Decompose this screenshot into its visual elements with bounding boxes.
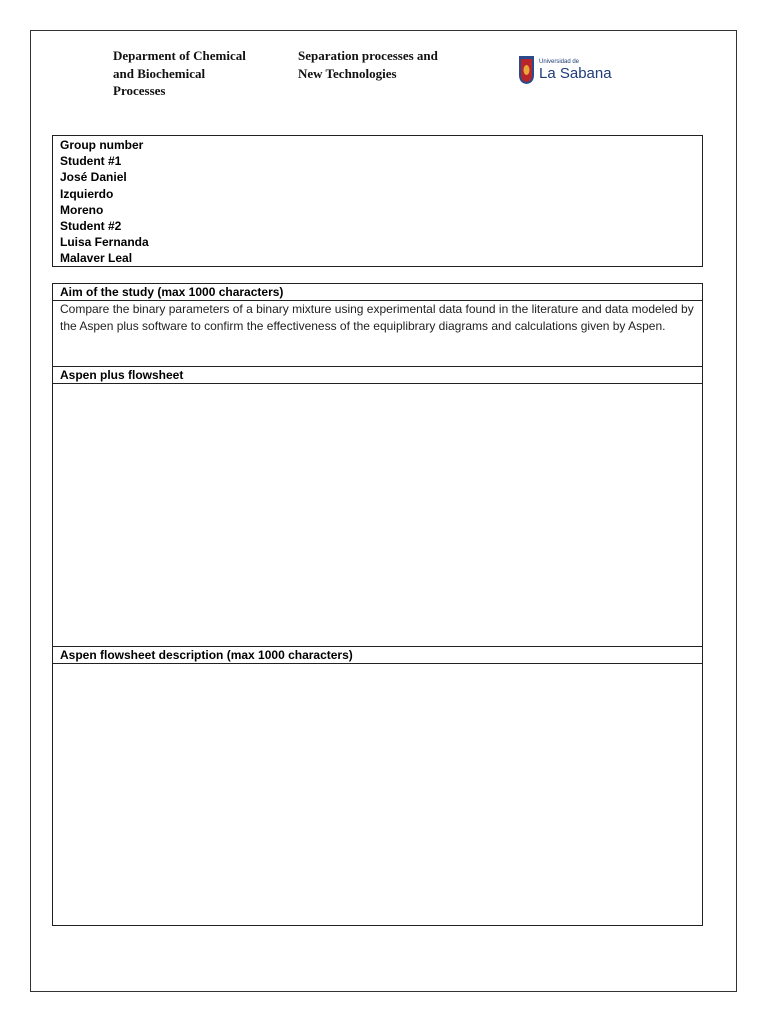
group-info-box <box>52 135 703 267</box>
aim-header: Aim of the study (max 1000 characters) <box>53 284 702 301</box>
department-line: Deparment of Chemical <box>113 48 246 63</box>
department-line: and Biochemical <box>113 65 206 81</box>
course-line: New Technologies <box>298 65 397 81</box>
logo-big-text: La Sabana <box>539 64 612 82</box>
description-header: Aspen flowsheet description (max 1000 characters) <box>53 647 702 664</box>
student-1-name: Izquierdo <box>60 186 114 201</box>
aim-text: Compare the binary parameters of a binary mixture using experimental data found in the literature and data modeled by the Aspen plus software to confirm the effectiveness of the equiplibrary diagrams and calculations given by Aspen. <box>53 301 702 367</box>
department-line: Processes <box>113 83 166 98</box>
student-1-name: Moreno <box>60 202 104 217</box>
department-heading <box>113 47 246 100</box>
student-2-name: Malaver Leal <box>60 251 133 266</box>
flowsheet-header: Aspen plus flowsheet <box>53 367 702 384</box>
report-table <box>52 283 703 926</box>
logo-small-text: Universidad de <box>539 58 580 65</box>
group-number-label: Group number <box>60 138 144 152</box>
course-heading <box>298 47 438 82</box>
student-1-label: Student #1 <box>60 154 122 169</box>
student-2-name: Luisa Fernanda <box>60 235 149 250</box>
university-logo <box>518 55 612 85</box>
student-2-label: Student #2 <box>60 219 122 234</box>
student-1-name: José Daniel <box>60 170 127 185</box>
flowsheet-area <box>53 384 702 647</box>
shield-icon <box>518 55 535 85</box>
description-area <box>53 664 702 925</box>
course-line: Separation processes and <box>298 48 438 63</box>
